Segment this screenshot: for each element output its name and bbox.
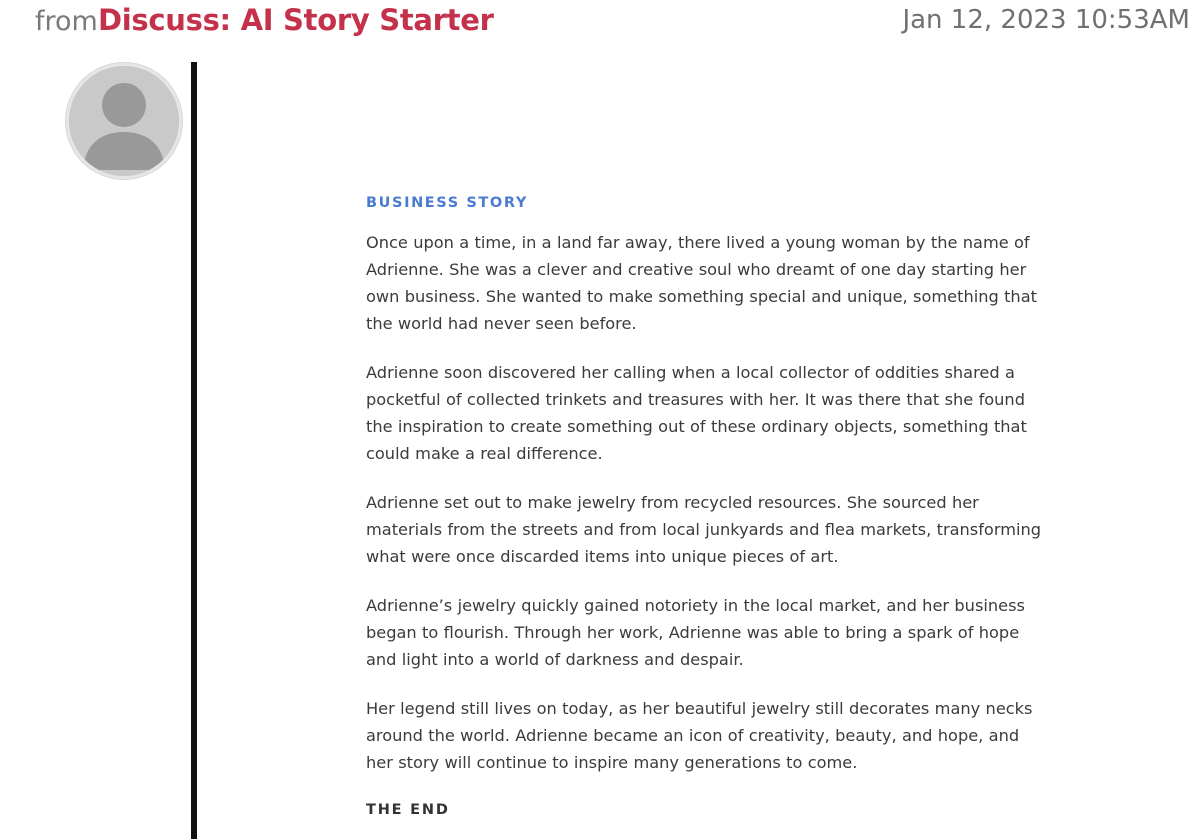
- quote-bar: [191, 62, 197, 839]
- story-paragraph: Her legend still lives on today, as her beautiful jewelry still decorates many necks around the world. Adrienne became an icon of creativity, beauty, and hope, and her story will continue to inspire many generations to come.: [366, 699, 1033, 772]
- story-heading: BUSINESS STORY: [366, 195, 528, 211]
- post-timestamp: Jan 12, 2023 10:53AM: [902, 5, 1190, 35]
- from-label: from: [35, 6, 98, 37]
- source-discussion-link[interactable]: Discuss: AI Story Starter: [98, 3, 494, 37]
- story-paragraph: Adrienne set out to make jewelry from recycled resources. She sourced her materials from the streets and from local junkyards and flea markets, transforming what were once discarded items into unique pieces of art.: [366, 493, 1041, 566]
- post-header: [0, 0, 1200, 48]
- avatar[interactable]: [66, 63, 182, 179]
- story-paragraph: Adrienne soon discovered her calling when a local collector of oddities shared a pocketful of collected trinkets and treasures with her. It was there that she found the inspiration to create something out of these ordinary objects, something that could make a real difference.: [366, 363, 1027, 463]
- story-ending: THE END: [366, 802, 450, 818]
- default-user-silhouette-icon: [69, 66, 179, 176]
- story-paragraph: Once upon a time, in a land far away, there lived a young woman by the name of Adrienne. She was a clever and creative soul who dreamt of one day starting her own business. She wanted to make something special and unique, something that the world had never seen before.: [366, 233, 1037, 333]
- story-paragraph: Adrienne’s jewelry quickly gained notoriety in the local market, and her business began to flourish. Through her work, Adrienne was able to bring a spark of hope and light into a world of darkness and despair.: [366, 596, 1025, 669]
- story-image-content: [366, 193, 1046, 820]
